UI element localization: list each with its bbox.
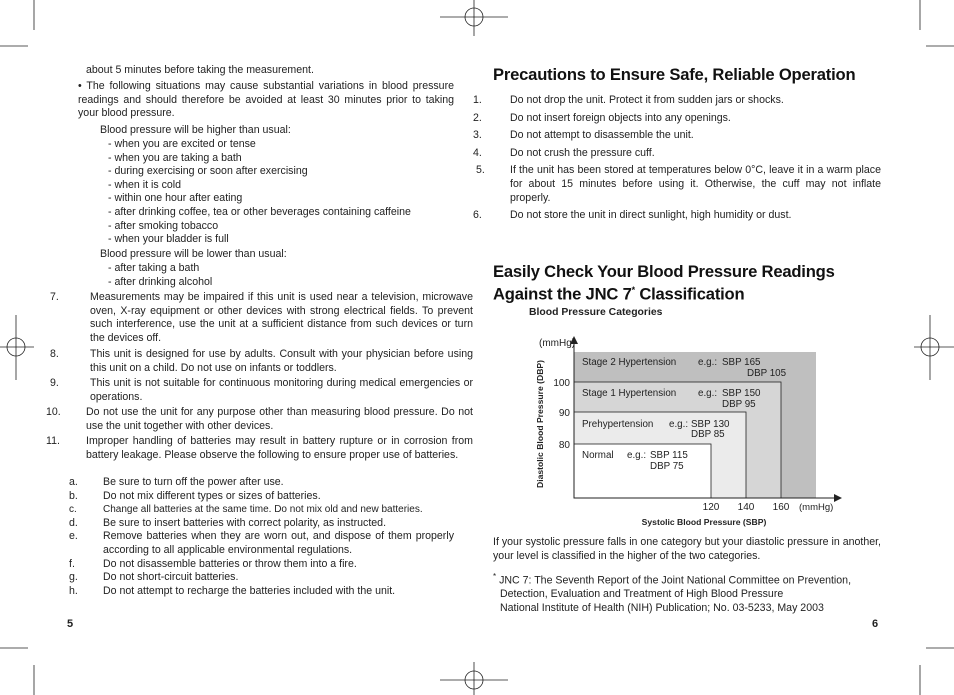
- list-item: b. Do not mix different types or sizes of batteries.: [69, 489, 321, 502]
- list-item: c. Change all batteries at the same time. Do not mix old and new batteries.: [69, 504, 423, 516]
- registration-mark-right: [914, 315, 954, 380]
- x-tick: 140: [737, 502, 755, 513]
- prehypertension-dbp: DBP 85: [691, 429, 725, 440]
- list-item: f. Do not disassemble batteries or throw them into a fire.: [69, 557, 357, 570]
- stage2-dbp: DBP 105: [747, 368, 787, 379]
- x-tick: 120: [702, 502, 720, 513]
- list-item: 4. Do not crush the pressure cuff.: [473, 146, 655, 159]
- y-tick: 80: [558, 440, 570, 451]
- y-tick: 100: [553, 378, 570, 389]
- list-item: a. Be sure to turn off the power after use.: [69, 476, 284, 488]
- item-10: 10. Do not use the unit for any purpose other than measuring blood pressure. Do not use the unit together with other devices.: [46, 406, 473, 432]
- list-item: - when your bladder is full: [108, 233, 229, 246]
- stage1-dbp: DBP 95: [722, 399, 756, 410]
- registration-mark-left: [0, 315, 34, 380]
- list-item: - after taking a bath: [108, 262, 200, 274]
- normal-dbp: DBP 75: [650, 461, 684, 472]
- list-item: 1. Do not drop the unit. Protect it from sudden jars or shocks.: [473, 94, 784, 106]
- list-item: h. Do not attempt to recharge the batteries included with the unit.: [69, 584, 396, 597]
- lower-heading: Blood pressure will be lower than usual:: [100, 248, 287, 260]
- list-item: - when you are taking a bath: [108, 151, 242, 164]
- prehypertension-sbp: SBP 130: [691, 419, 730, 430]
- list-item: 3. Do not attempt to disassemble the unit.: [473, 129, 694, 142]
- stage1-label: Stage 1 Hypertension: [582, 388, 677, 399]
- list-item: - when it is cold: [108, 178, 182, 191]
- situations-bullet: • The following situations may cause substantial variations in blood pressure readings and should therefore be avoided at least 30 minutes prior to taking your blood pressure.: [78, 80, 454, 120]
- list-item: d. Be sure to insert batteries with correct polarity, as instructed.: [69, 516, 387, 529]
- lower-list: [108, 262, 212, 289]
- y-axis-label: Diastolic Blood Pressure (DBP): [535, 360, 545, 488]
- list-item: - after smoking tobacco: [108, 219, 219, 232]
- check-title: Easily Check Your Blood Pressure Readings Against the JNC 7* Classification: [493, 262, 835, 304]
- bp-categories-chart: [530, 330, 850, 530]
- list-item: - during exercising or soon after exercising: [108, 165, 308, 178]
- registration-mark-top: [440, 0, 508, 36]
- x-axis-label: Systolic Blood Pressure (SBP): [641, 517, 767, 527]
- normal-label: Normal: [582, 450, 614, 461]
- list-item: 6. Do not store the unit in direct sunlight, high humidity or dust.: [473, 209, 792, 222]
- page-number-right: 6: [872, 618, 879, 630]
- stage1-eg: e.g.:: [698, 388, 718, 399]
- higher-list: [108, 138, 411, 247]
- precautions-title: Precautions to Ensure Safe, Reliable Operation: [493, 65, 856, 84]
- item-9: 9. This unit is not suitable for continuous monitoring during medical emergencies or operations.: [50, 377, 473, 403]
- stage2-sbp: SBP 165: [722, 357, 761, 368]
- registration-mark-bottom: [440, 662, 508, 695]
- list-item: 2. Do not insert foreign objects into any openings.: [473, 111, 731, 124]
- list-item: e. Remove batteries when they are worn out, and dispose of them properly according to all applicable environmental regulations.: [69, 530, 454, 556]
- stage2-eg: e.g.:: [698, 357, 718, 368]
- precautions-list: [473, 94, 881, 223]
- chart-title: Blood Pressure Categories: [529, 307, 663, 318]
- x-tick: 160: [772, 502, 790, 513]
- y-unit: (mmHg): [539, 338, 576, 349]
- item-8: 8. This unit is designed for use by adults. Consult with your physician before using this unit on a child. Do not use on infants or toddlers.: [50, 348, 473, 374]
- list-item: 5. If the unit has been stored at temperatures below 0°C, leave it in a warm place for about 15 minutes before using it. Otherwise, the cuff may not inflate properly.: [476, 164, 881, 204]
- normal-sbp: SBP 115: [650, 450, 688, 461]
- stage2-label: Stage 2 Hypertension: [582, 357, 677, 368]
- item-7: 7. Measurements may be impaired if this unit is used near a television, microwave oven, X-ray equipment or other devices with strong electrical fields. To prevent such interference, use the unit at a sufficient distance from such devices or turn the devices off.: [50, 291, 473, 344]
- list-item: - within one hour after eating: [108, 192, 243, 205]
- x-axis-arrow-icon: [834, 494, 842, 502]
- classification-note: If your systolic pressure falls in one category but your diastolic pressure in another, your level is classified in the higher of the two categories.: [493, 536, 881, 562]
- footnote: * JNC 7: The Seventh Report of the Joint National Committee on Prevention, Detection, Evaluation and Treatment of High Blood Pressure National Institute of Health (NIH) Publication; No. 03-5233, May 2003: [493, 572, 852, 614]
- intro-tail: about 5 minutes before taking the measurement.: [86, 64, 314, 76]
- battery-list: [69, 476, 454, 598]
- prehypertension-label: Prehypertension: [582, 419, 654, 430]
- y-tick: 90: [558, 408, 570, 419]
- higher-heading: Blood pressure will be higher than usual:: [100, 124, 291, 136]
- list-item: g. Do not short-circuit batteries.: [69, 571, 239, 584]
- prehypertension-eg: e.g.:: [669, 419, 689, 430]
- list-item: - after drinking alcohol: [108, 275, 213, 288]
- list-item: - when you are excited or tense: [108, 138, 256, 150]
- list-item: - after drinking coffee, tea or other beverages containing caffeine: [108, 205, 411, 218]
- page-number-left: 5: [67, 618, 74, 630]
- x-unit: (mmHg): [799, 502, 834, 513]
- stage1-sbp: SBP 150: [722, 388, 761, 399]
- normal-eg: e.g.:: [627, 450, 647, 461]
- item-11: 11. Improper handling of batteries may result in battery rupture or in corrosion from battery leakage. Please observe the following to ensure proper use of batteries.: [46, 435, 473, 461]
